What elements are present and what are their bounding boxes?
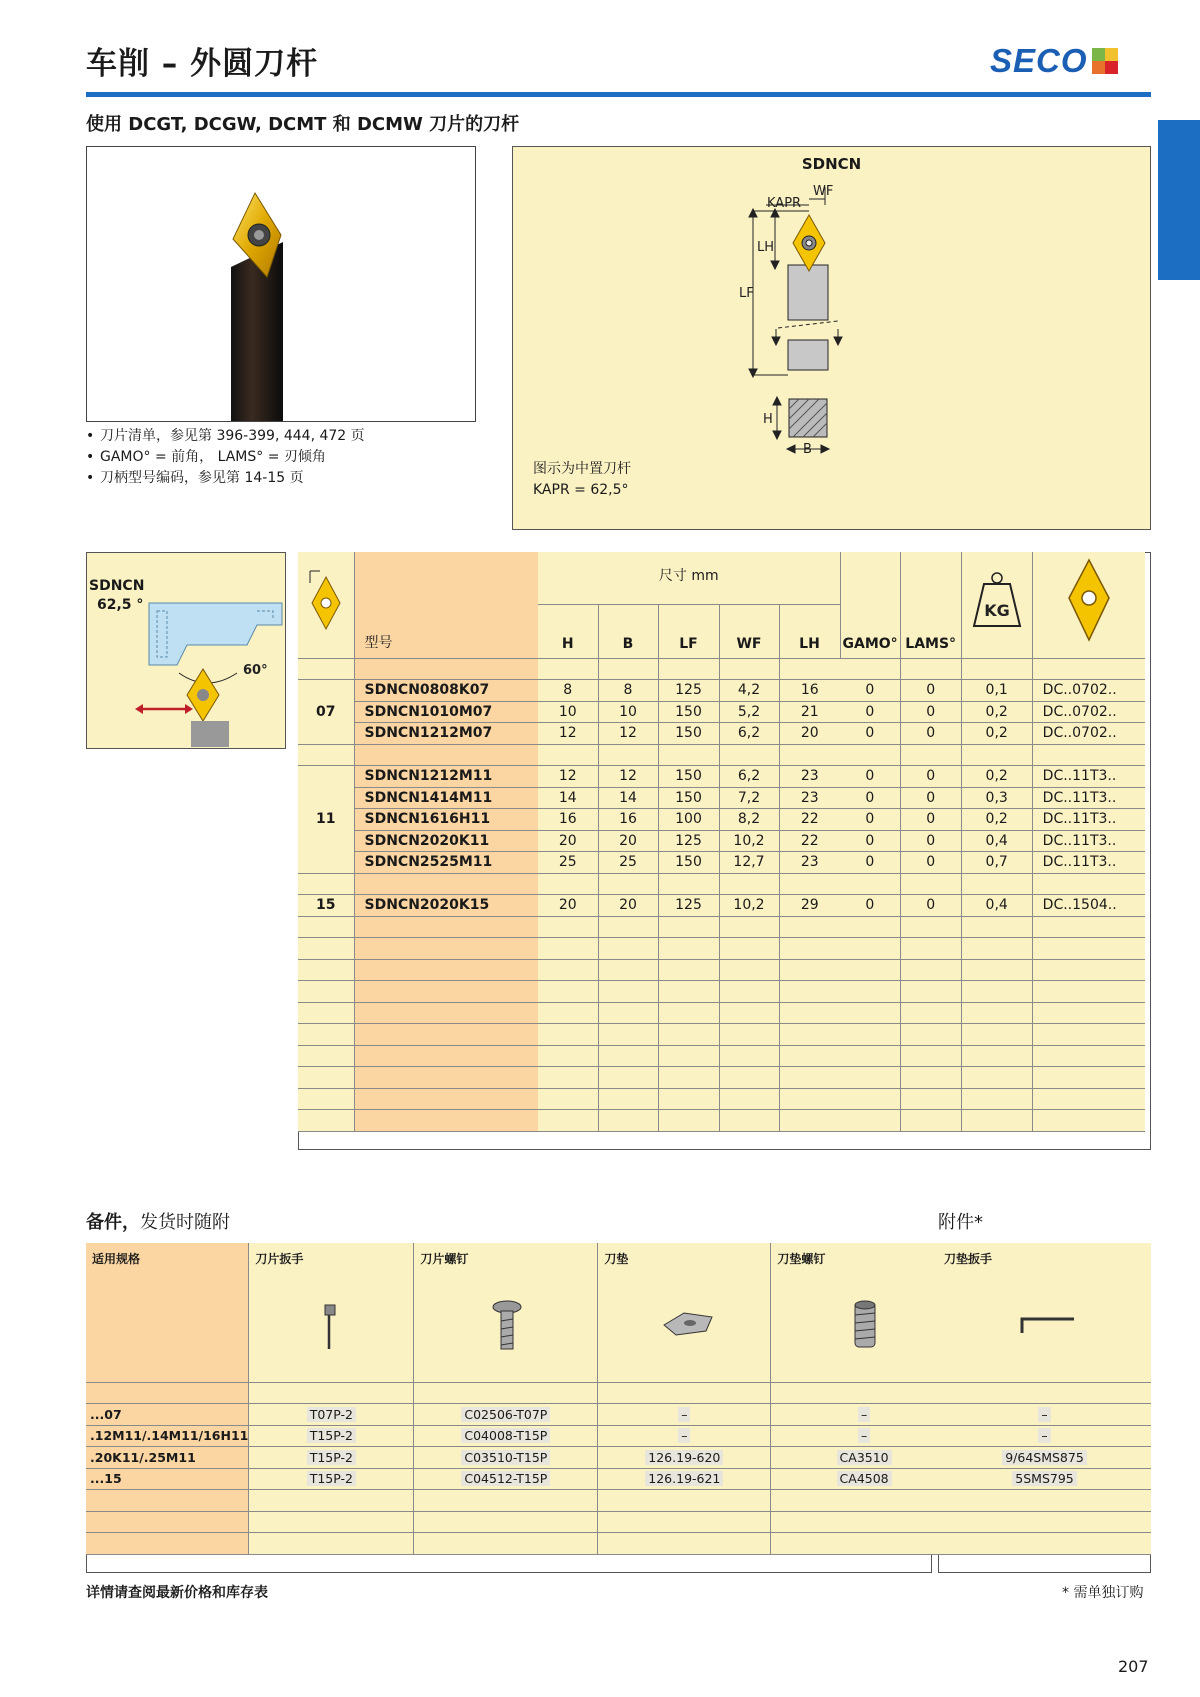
kg-cell: 0,2 [961, 809, 1032, 831]
note-item: • 刀片清单，参见第 396-399, 444, 472 页 [86, 426, 365, 447]
shim-screw-value: – [858, 1407, 870, 1422]
accessory-row [938, 1533, 1151, 1555]
h-header: H [538, 604, 598, 658]
wf-cell: 6,2 [719, 766, 779, 788]
shim-header [598, 1243, 771, 1382]
torx-key-icon [255, 1267, 405, 1357]
gamo-cell: 0 [840, 809, 900, 831]
lams-cell: 0 [900, 895, 961, 917]
section-tab [1158, 120, 1200, 280]
parts-row [86, 1425, 957, 1447]
insert-orientation-icon [306, 569, 346, 631]
insert-screw-label: 刀片螺钉 [420, 1252, 469, 1266]
lh-cell: 23 [779, 766, 840, 788]
insert-code-cell: DC..11T3.. [1032, 787, 1145, 809]
lams-cell: 0 [900, 809, 961, 831]
table-row [298, 830, 1145, 852]
page-number: 207 [1118, 1657, 1149, 1676]
h-cell: 10 [538, 701, 598, 723]
weight-header [961, 552, 1032, 658]
lams-cell: 0 [900, 680, 961, 702]
parts-table [86, 1243, 957, 1555]
model-code-cell: SDNCN1212M07 [354, 723, 538, 745]
shim-key-label: 刀垫扳手 [944, 1252, 993, 1266]
diagram-title: SDNCN [801, 155, 862, 173]
spec-cell: .20K11/.25M11 [86, 1447, 249, 1469]
wf-cell: 12,7 [719, 852, 779, 874]
model-header: 型号 [354, 552, 538, 658]
gamo-cell: 0 [840, 852, 900, 874]
lh-cell: 21 [779, 701, 840, 723]
b-cell: 12 [598, 766, 658, 788]
table-row [298, 895, 1145, 917]
shim-value: – [678, 1407, 690, 1422]
model-code-cell: SDNCN1212M11 [354, 766, 538, 788]
insert-orientation-cell [298, 552, 354, 658]
model-code-cell: SDNCN2525M11 [354, 852, 538, 874]
table-row [298, 723, 1145, 745]
h-cell: 14 [538, 787, 598, 809]
label-wf: WF [813, 184, 834, 199]
kg-cell: 0,7 [961, 852, 1032, 874]
logo-mark-icon [1092, 48, 1118, 74]
spec-cell: .12M11/.14M11/16H11 [86, 1425, 249, 1447]
kg-cell: 0,2 [961, 701, 1032, 723]
note-item: • 刀柄型号编码，参见第 14-15 页 [86, 468, 365, 489]
lf-cell: 150 [658, 766, 719, 788]
table-row [298, 1024, 1145, 1046]
b-cell: 20 [598, 830, 658, 852]
wf-cell: 8,2 [719, 809, 779, 831]
insert-code-cell: DC..0702.. [1032, 680, 1145, 702]
title-rule [86, 92, 1151, 97]
lams-cell: 0 [900, 830, 961, 852]
model-code-cell: SDNCN1414M11 [354, 787, 538, 809]
insert-screw-header [414, 1243, 598, 1382]
kg-cell: 0,4 [961, 830, 1032, 852]
lh-cell: 20 [779, 723, 840, 745]
caption-line-2: KAPR = 62,5° [533, 482, 629, 498]
parts-row [86, 1382, 957, 1404]
insert-key-label: 刀片扳手 [255, 1252, 304, 1266]
b-cell: 16 [598, 809, 658, 831]
lh-header: LH [779, 604, 840, 658]
caption-line-1: 图示为中置刀杆 [533, 461, 631, 477]
parts-row [86, 1447, 957, 1469]
wf-cell: 5,2 [719, 701, 779, 723]
insert-code-cell: DC..11T3.. [1032, 830, 1145, 852]
model-code-cell: SDNCN1616H11 [354, 809, 538, 831]
shim-screw-label: 刀垫螺钉 [777, 1252, 826, 1266]
shim-key-value: – [1038, 1428, 1050, 1443]
model-code-cell: SDNCN1010M07 [354, 701, 538, 723]
b-header: B [598, 604, 658, 658]
gamo-cell: 0 [840, 787, 900, 809]
wf-cell: 10,2 [719, 830, 779, 852]
wf-header: WF [719, 604, 779, 658]
weight-label: KG [983, 600, 1010, 620]
table-row [298, 1002, 1145, 1024]
table-row [298, 680, 1145, 702]
table-row [298, 1045, 1145, 1067]
shim-label: 刀垫 [604, 1252, 629, 1266]
insert-shape-icon [1067, 558, 1111, 642]
h-cell: 12 [538, 766, 598, 788]
key-value: T15P-2 [307, 1450, 356, 1465]
screw-value: C03510-T15P [461, 1450, 550, 1465]
dimension-diagram [512, 146, 1151, 530]
diagram-caption [533, 459, 631, 501]
brand-name: SECO [990, 42, 1088, 79]
notes-list [86, 426, 365, 489]
lams-cell: 0 [900, 723, 961, 745]
table-row [298, 981, 1145, 1003]
parts-row [86, 1468, 957, 1490]
holder-table [298, 552, 1145, 1132]
spec-cell: ...07 [86, 1404, 249, 1426]
accessory-row [938, 1490, 1151, 1512]
lams-cell: 0 [900, 787, 961, 809]
shim-key-header [938, 1243, 1151, 1382]
key-value: T07P-2 [307, 1407, 356, 1422]
lh-cell: 23 [779, 787, 840, 809]
lh-cell: 22 [779, 830, 840, 852]
insert-size-cell: 11 [298, 766, 354, 874]
shim-screw-icon [777, 1267, 947, 1357]
model-code-cell: SDNCN0808K07 [354, 680, 538, 702]
kg-cell: 0,4 [961, 895, 1032, 917]
screw-icon [420, 1267, 590, 1357]
shim-key-value: 9/64SMS875 [1002, 1450, 1087, 1465]
accessory-title: 附件* [938, 1212, 983, 1233]
gamo-cell: 0 [840, 723, 900, 745]
parts-title [86, 1208, 230, 1234]
wf-cell: 6,2 [719, 723, 779, 745]
shim-screw-value: CA3510 [837, 1450, 892, 1465]
b-cell: 14 [598, 787, 658, 809]
accessory-row [938, 1447, 1151, 1469]
spec-cell: ...15 [86, 1468, 249, 1490]
table-row [298, 701, 1145, 723]
kg-cell: 0,3 [961, 787, 1032, 809]
h-cell: 25 [538, 852, 598, 874]
seco-logo [990, 42, 1118, 80]
insert-key-header [249, 1243, 414, 1382]
gamo-header: GAMO° [840, 552, 900, 658]
lf-cell: 150 [658, 787, 719, 809]
note-item: • GAMO° = 前角， LAMS° = 刃倾角 [86, 447, 365, 468]
shim-value: 126.19-620 [645, 1450, 723, 1465]
table-row [298, 916, 1145, 938]
lf-cell: 100 [658, 809, 719, 831]
kg-cell: 0,1 [961, 680, 1032, 702]
lams-header: LAMS° [900, 552, 961, 658]
b-cell: 25 [598, 852, 658, 874]
lf-cell: 150 [658, 723, 719, 745]
weight-icon [970, 570, 1024, 630]
h-cell: 20 [538, 895, 598, 917]
gamo-cell: 0 [840, 895, 900, 917]
application-model: SDNCN [89, 578, 145, 594]
insert-size-cell: 15 [298, 895, 354, 917]
table-row [298, 787, 1145, 809]
kg-cell: 0,2 [961, 723, 1032, 745]
lams-cell: 0 [900, 852, 961, 874]
accessory-table [938, 1243, 1151, 1555]
label-h: H [763, 412, 773, 427]
model-code-cell: SDNCN2020K11 [354, 830, 538, 852]
h-cell: 8 [538, 680, 598, 702]
b-cell: 8 [598, 680, 658, 702]
gamo-cell: 0 [840, 766, 900, 788]
screw-value: C02506-T07P [461, 1407, 550, 1422]
shim-value: – [678, 1428, 690, 1443]
label-kapr: KAPR [767, 196, 802, 211]
h-cell: 12 [538, 723, 598, 745]
gamo-cell: 0 [840, 680, 900, 702]
accessory-row [938, 1468, 1151, 1490]
footer-note: 详情请查阅最新价格和库存表 [86, 1585, 268, 1601]
dims-header: 尺寸 mm [538, 552, 840, 604]
table-row [298, 938, 1145, 960]
lh-cell: 22 [779, 809, 840, 831]
h-cell: 20 [538, 830, 598, 852]
lams-cell: 0 [900, 701, 961, 723]
table-row [298, 873, 1145, 895]
h-cell: 16 [538, 809, 598, 831]
key-value: T15P-2 [307, 1428, 356, 1443]
lf-header: LF [658, 604, 719, 658]
table-row [298, 1088, 1145, 1110]
workpiece-icon [87, 553, 287, 750]
model-code-cell: SDNCN2020K15 [354, 895, 538, 917]
lf-cell: 150 [658, 701, 719, 723]
lh-cell: 23 [779, 852, 840, 874]
shim-icon [604, 1267, 764, 1357]
application-60-angle: 60° [243, 663, 268, 678]
parts-row [86, 1533, 957, 1555]
lams-cell: 0 [900, 766, 961, 788]
subtitle: 使用 DCGT, DCGW, DCMT 和 DCMW 刀片的刀杆 [86, 114, 520, 135]
lf-cell: 125 [658, 830, 719, 852]
wf-cell: 10,2 [719, 895, 779, 917]
lh-cell: 16 [779, 680, 840, 702]
table-row [298, 766, 1145, 788]
screw-value: C04512-T15P [461, 1471, 550, 1486]
table-row [298, 1067, 1145, 1089]
label-lf: LF [739, 286, 754, 301]
b-cell: 20 [598, 895, 658, 917]
wf-cell: 4,2 [719, 680, 779, 702]
table-row [298, 809, 1145, 831]
parts-title-rest: 发货时随附 [140, 1212, 230, 1233]
insert-code-cell: DC..11T3.. [1032, 766, 1145, 788]
b-cell: 12 [598, 723, 658, 745]
table-row [298, 658, 1145, 680]
label-lh: LH [757, 240, 775, 255]
gamo-cell: 0 [840, 701, 900, 723]
table-row [298, 744, 1145, 766]
shim-screw-value: – [858, 1428, 870, 1443]
application-diagram [86, 552, 286, 749]
accessory-row [938, 1404, 1151, 1426]
tool-holder-photo-icon [87, 147, 476, 422]
parts-row [86, 1490, 957, 1512]
parts-title-bold: 备件， [86, 1212, 140, 1233]
shim-screw-header [771, 1243, 957, 1382]
parts-row [86, 1511, 957, 1533]
hex-key-icon [944, 1267, 1144, 1357]
application-angle: 62,5 ° [97, 597, 144, 613]
wf-cell: 7,2 [719, 787, 779, 809]
shim-key-value: 5SMS795 [1012, 1471, 1076, 1486]
key-value: T15P-2 [307, 1471, 356, 1486]
insert-header [1032, 552, 1145, 658]
product-photo [86, 146, 476, 422]
page-title: 车削 – 外圆刀杆 [86, 46, 319, 82]
insert-size-cell: 07 [298, 680, 354, 745]
accessory-row [938, 1511, 1151, 1533]
insert-code-cell: DC..1504.. [1032, 895, 1145, 917]
accessory-row [938, 1382, 1151, 1404]
table-row [298, 1110, 1145, 1132]
insert-code-cell: DC..11T3.. [1032, 809, 1145, 831]
footer-asterisk-note: * 需单独订购 [1062, 1585, 1144, 1601]
insert-code-cell: DC..11T3.. [1032, 852, 1145, 874]
gamo-cell: 0 [840, 830, 900, 852]
shim-value: 126.19-621 [645, 1471, 723, 1486]
accessory-row [938, 1425, 1151, 1447]
table-row [298, 959, 1145, 981]
insert-code-cell: DC..0702.. [1032, 701, 1145, 723]
shim-key-value: – [1038, 1407, 1050, 1422]
parts-row [86, 1404, 957, 1426]
lf-cell: 125 [658, 680, 719, 702]
screw-value: C04008-T15P [461, 1428, 550, 1443]
lf-cell: 150 [658, 852, 719, 874]
label-b: B [803, 442, 812, 457]
b-cell: 10 [598, 701, 658, 723]
table-row [298, 852, 1145, 874]
lh-cell: 29 [779, 895, 840, 917]
insert-code-cell: DC..0702.. [1032, 723, 1145, 745]
kg-cell: 0,2 [961, 766, 1032, 788]
lf-cell: 125 [658, 895, 719, 917]
shim-screw-value: CA4508 [837, 1471, 892, 1486]
spec-header: 适用规格 [86, 1243, 249, 1382]
